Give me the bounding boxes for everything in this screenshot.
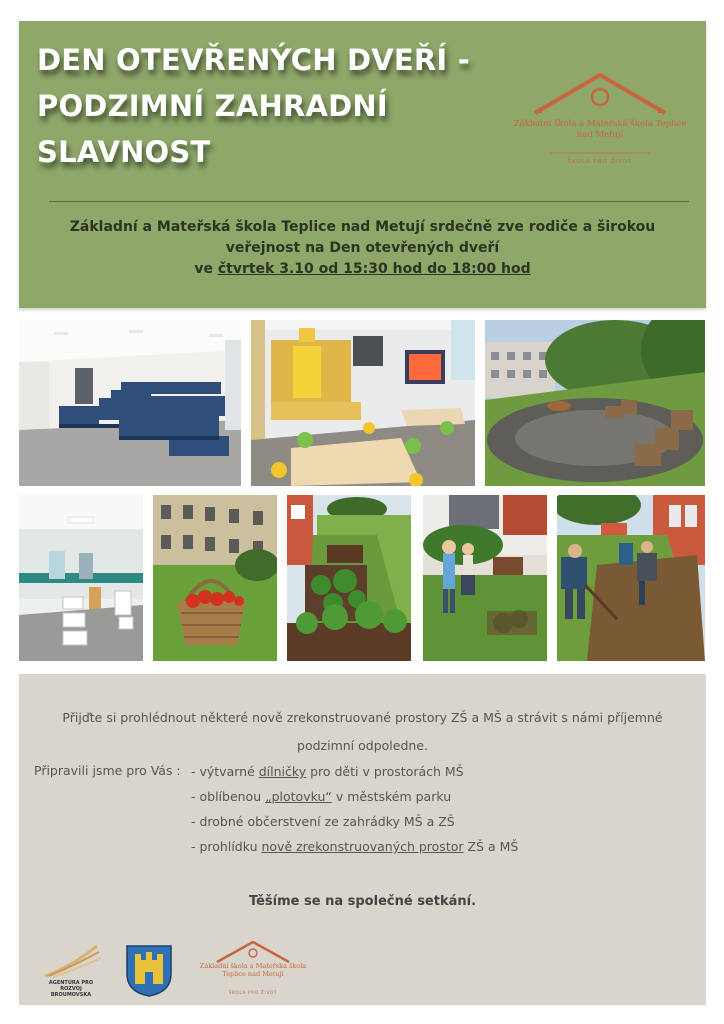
invite-line-2: veřejnost na Den otevřených dveří xyxy=(225,240,500,256)
header-logo-name: Základní škola a Mateřská škola Teplice nad Metují xyxy=(513,119,687,140)
photo-vegetable-basket xyxy=(153,495,277,661)
photo-outdoor-amphitheater xyxy=(485,320,705,486)
title-line-3: SLAVNOST xyxy=(37,135,211,169)
header-banner xyxy=(19,21,706,308)
header-divider xyxy=(49,201,689,202)
photo-classroom xyxy=(251,320,475,486)
workshops-link: dílničky xyxy=(258,764,307,779)
list-item-text: pro děti v prostorách MŠ xyxy=(306,764,464,779)
info-panel xyxy=(19,674,706,1005)
photo-washroom xyxy=(19,495,143,661)
header-logo-tagline: ŠKOLA PRO ŽIVOT xyxy=(567,159,633,165)
agency-name-line-1: AGENTURA PRO ROZVOJ xyxy=(48,980,94,992)
town-crest xyxy=(125,944,173,998)
agency-name xyxy=(39,980,103,998)
list-item-text: - oblíbenou xyxy=(191,789,266,804)
footer-school-logo xyxy=(197,938,309,998)
prepared-label: Připravili jsme pro Vás : xyxy=(34,763,181,778)
renovated-spaces-link: nově zrekonstruovaných prostor xyxy=(261,839,464,854)
footer-logo-tagline: ŠKOLA PRO ŽIVOT xyxy=(228,990,278,995)
list-item-text: - výtvarné xyxy=(191,764,259,779)
list-item-text: - prohlídku xyxy=(191,839,262,854)
agency-name-line-2: BROUMOVSKA xyxy=(50,992,92,998)
footer-logo-name: Základní škola a Mateřská škola Teplice nad Metují xyxy=(199,962,307,978)
fence-game-link: „plotovku“ xyxy=(265,789,332,804)
invite-prefix: ve xyxy=(194,261,218,277)
school-logo xyxy=(505,57,695,177)
list-item-refreshments: - drobné občerstvení ze zahrádky MŠ a ZŠ xyxy=(191,814,455,829)
photo-adults-gardening xyxy=(557,495,705,661)
list-item-fence-game xyxy=(191,789,451,804)
list-item-workshops xyxy=(191,764,464,779)
event-date: čtvrtek 3.10 od 15:30 hod do 18:00 hod xyxy=(217,261,531,277)
agency-logo xyxy=(39,942,103,998)
closing-line: Těšíme se na společné setkání. xyxy=(248,894,477,909)
invite-line-3 xyxy=(39,259,686,280)
list-item-tour xyxy=(191,839,518,854)
invite-line-1: Základní a Mateřská škola Teplice nad Metují srdečně zve rodiče a širokou xyxy=(69,219,656,235)
list-item-text: ZŠ a MŠ xyxy=(463,839,519,854)
intro-paragraph: Přijďte si prohlédnout některé nově zrekonstruované prostory ZŠ a MŠ a strávit s námi příjemné podzimní odpoledne. xyxy=(62,710,663,753)
title-line-2: PODZIMNÍ ZAHRADNÍ xyxy=(37,89,388,123)
footer-roof-icon xyxy=(197,938,309,964)
invitation-text xyxy=(39,217,686,280)
crest-shield-icon xyxy=(125,944,173,998)
photo-auditorium xyxy=(19,320,241,486)
title-line-1: DEN OTEVŘENÝCH DVEŘÍ - xyxy=(37,43,470,77)
list-item-text: v městském parku xyxy=(331,789,452,804)
photo-raised-garden-beds xyxy=(287,495,411,661)
page-title xyxy=(37,37,507,175)
agency-swoosh-icon xyxy=(39,942,103,980)
photo-children-gardening xyxy=(423,495,547,661)
